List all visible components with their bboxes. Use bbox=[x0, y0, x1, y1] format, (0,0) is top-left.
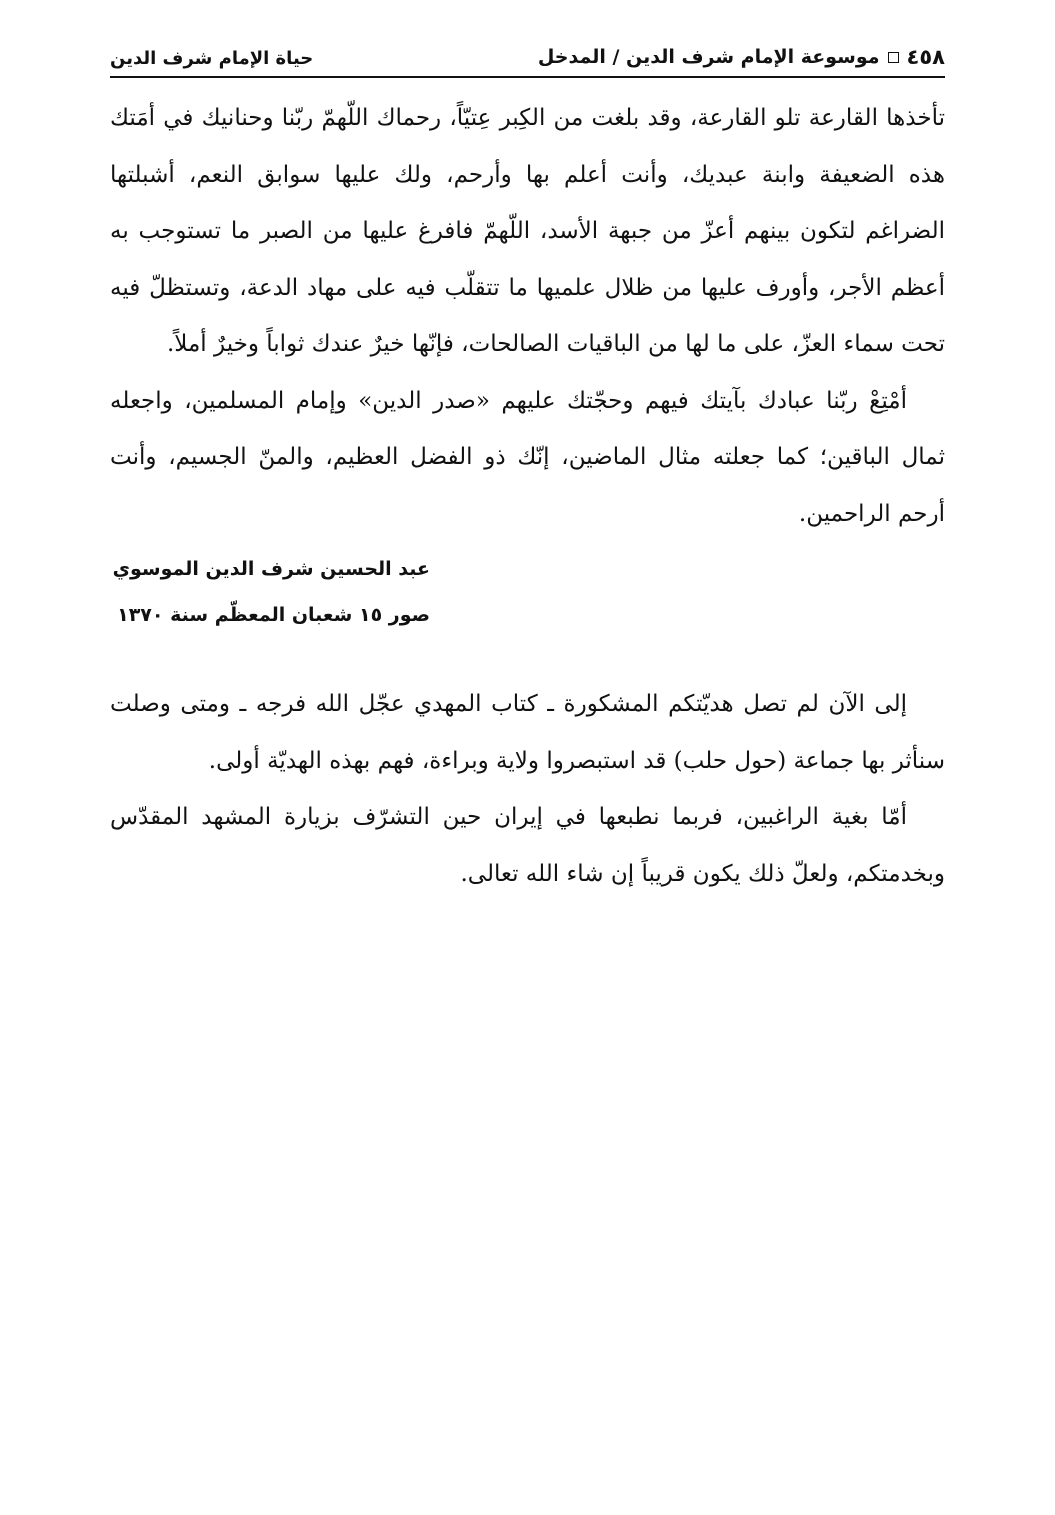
page-number: ٤٥٨ bbox=[906, 45, 945, 69]
header-right bbox=[538, 38, 945, 76]
square-separator-icon bbox=[888, 52, 899, 63]
chapter-title: حياة الإمام شرف الدين bbox=[110, 48, 314, 69]
section-gap bbox=[110, 638, 945, 676]
letter-paragraph: أمْتِعْ ربّنا عبادك بآيتك فيهم وحجّتك عليهم «صدر الدين» وإمام المسلمين، واجعله ثمال الباقين؛ كما جعلته مثال الماضين، إنّك ذو الفضل العظيم، والمنّ الجسيم، وأنت أرحم الراحمين. bbox=[110, 387, 945, 527]
running-header bbox=[110, 38, 945, 78]
letter-paragraph: تأخذها القارعة تلو القارعة، وقد بلغت من الكِبر عِتيّاً، رحماك اللّهمّ ربّنا وحنانيك في أمَتك هذه الضعيفة وابنة عبديك، وأنت أعلم بها وأرحم، ولك عليها سوابق النعم، أشبلتها الضراغم لتكون بينهم أعزّ من جبهة الأسد، اللّهمّ فافرغ عليها من الصبر ما تستوجب به أعظم الأجر، وأورف عليها من ظلال علميها ما تتقلّب فيه على مهاد الدعة، وتستظلّ فيه تحت سماء العزّ، على ما لها من الباقيات الصالحات، فإنّها خيرٌ عندك ثواباً وخيرٌ أملاً. bbox=[110, 105, 945, 357]
signature-name: عبد الحسين شرف الدين الموسوي bbox=[112, 558, 430, 580]
letter-body bbox=[110, 90, 945, 542]
closing-paragraph: أمّا بغية الراغبين، فربما نطبعها في إيران حين التشرّف بزيارة المشهد المقدّس وبخدمتكم، ولعلّ ذلك يكون قريباً إن شاء الله تعالى. bbox=[110, 804, 945, 887]
section-title: موسوعة الإمام شرف الدين / المدخل bbox=[537, 46, 880, 68]
book-page bbox=[110, 38, 945, 902]
closing-body bbox=[110, 676, 945, 902]
closing-paragraph: إلى الآن لم تصل هديّتكم المشكورة ـ كتاب المهدي عجّل الله فرجه ـ ومتى وصلت سنأثر بها جماعة (حول حلب) قد استبصروا ولاية وبراءة، فهم بهذه الهديّة أولى. bbox=[110, 691, 945, 774]
signature bbox=[110, 546, 945, 638]
signature-date: صور ١٥ شعبان المعظّم سنة ١٣٧٠ bbox=[117, 604, 430, 626]
signature-block bbox=[110, 546, 430, 638]
